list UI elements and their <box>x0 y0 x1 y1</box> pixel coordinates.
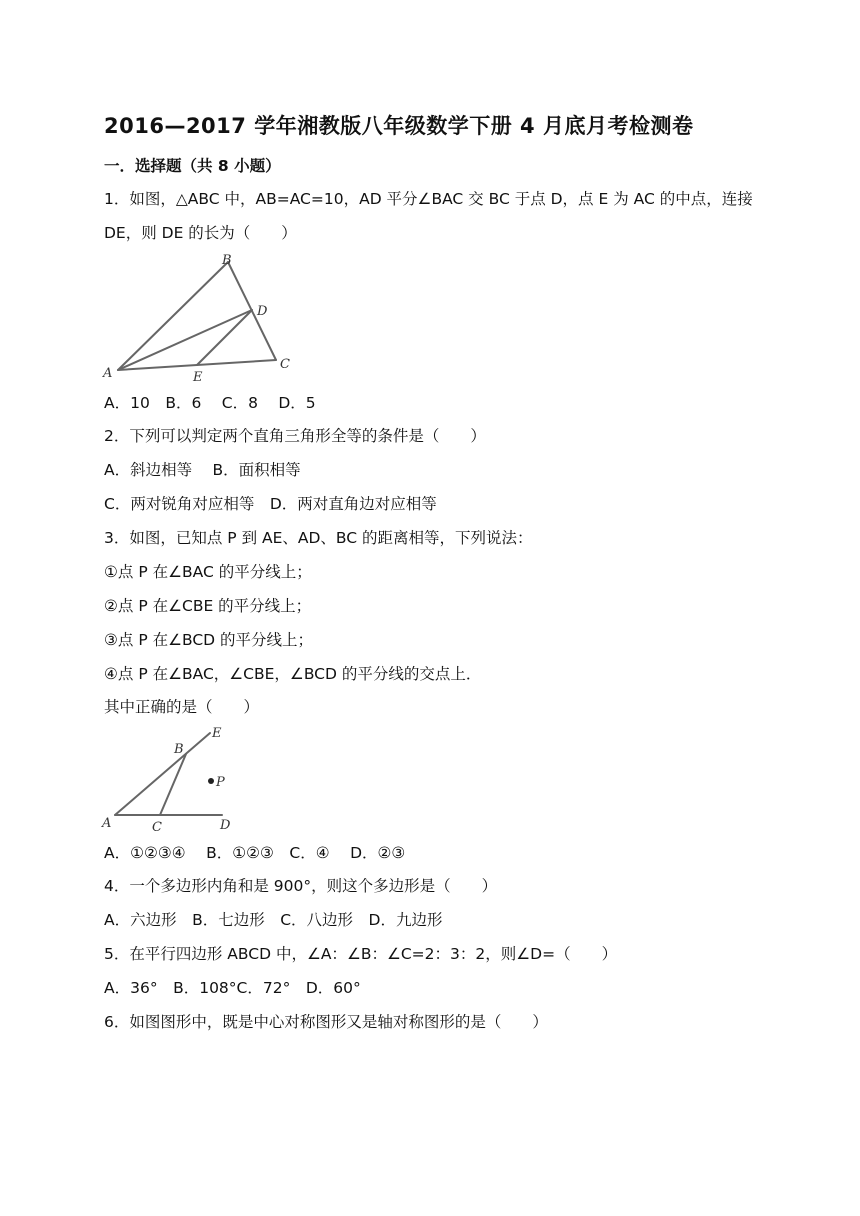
q1-segment-ad <box>118 310 252 370</box>
q3-label-e: E <box>212 726 222 741</box>
q3-segment-bc <box>160 754 186 815</box>
q3-ray-ae <box>115 733 210 815</box>
q6-stem: 6．如图图形中，既是中心对称图形又是轴对称图形的是（ ） <box>104 1013 548 1031</box>
q1-label-b: B <box>222 253 232 268</box>
q1-stem-line1: 1．如图，△ABC 中，AB=AC=10，AD 平分∠BAC 交 BC 于点 D，点 E 为 AC 的中点，连接 <box>104 190 753 208</box>
q3-statement-2: ②点 P 在∠CBE 的平分线上； <box>104 597 312 615</box>
q1-triangle-figure <box>100 250 300 385</box>
q3-label-d: D <box>220 818 231 833</box>
q3-angle-figure <box>100 723 250 838</box>
q1-segment-de <box>197 310 252 365</box>
q2-options-line1: A．斜边相等 B．面积相等 <box>104 461 301 479</box>
section-heading: 一．选择题（共 8 小题） <box>104 157 281 175</box>
q1-label-c: C <box>280 357 290 372</box>
q2-stem: 2．下列可以判定两个直角三角形全等的条件是（ ） <box>104 427 486 445</box>
q3-point-p <box>208 778 214 784</box>
q3-statement-3: ③点 P 在∠BCD 的平分线上； <box>104 631 314 649</box>
q3-label-p: P <box>216 775 225 790</box>
q3-question: 其中正确的是（ ） <box>104 698 260 716</box>
q3-options: A．①②③④ B．①②③ C．④ D．②③ <box>104 844 406 862</box>
q3-statement-1: ①点 P 在∠BAC 的平分线上； <box>104 563 312 581</box>
q3-label-a: A <box>102 816 112 831</box>
q1-options: A．10 B．6 C．8 D．5 <box>104 394 316 412</box>
page-title: 2016—2017 学年湘教版八年级数学下册 4 月底月考检测卷 <box>104 114 694 138</box>
q5-options: A．36° B．108°C．72° D．60° <box>104 979 361 997</box>
q1-label-a: A <box>103 366 113 381</box>
q5-stem: 5．在平行四边形 ABCD 中，∠A：∠B：∠C=2：3：2，则∠D=（ ） <box>104 945 618 963</box>
q1-label-d: D <box>257 304 268 319</box>
q3-stem: 3．如图，已知点 P 到 AE、AD、BC 的距离相等，下列说法： <box>104 529 533 547</box>
q1-segment-ab <box>118 262 228 370</box>
q4-stem: 4．一个多边形内角和是 900°，则这个多边形是（ ） <box>104 877 498 895</box>
q1-label-e: E <box>193 370 203 385</box>
q3-label-b: B <box>174 742 184 757</box>
q1-stem-line2: DE，则 DE 的长为（ ） <box>104 224 297 242</box>
q2-options-line2: C．两对锐角对应相等 D．两对直角边对应相等 <box>104 495 437 513</box>
q4-options: A．六边形 B．七边形 C．八边形 D．九边形 <box>104 911 443 929</box>
q3-label-c: C <box>152 820 162 835</box>
q3-statement-4: ④点 P 在∠BAC，∠CBE，∠BCD 的平分线的交点上． <box>104 665 482 683</box>
